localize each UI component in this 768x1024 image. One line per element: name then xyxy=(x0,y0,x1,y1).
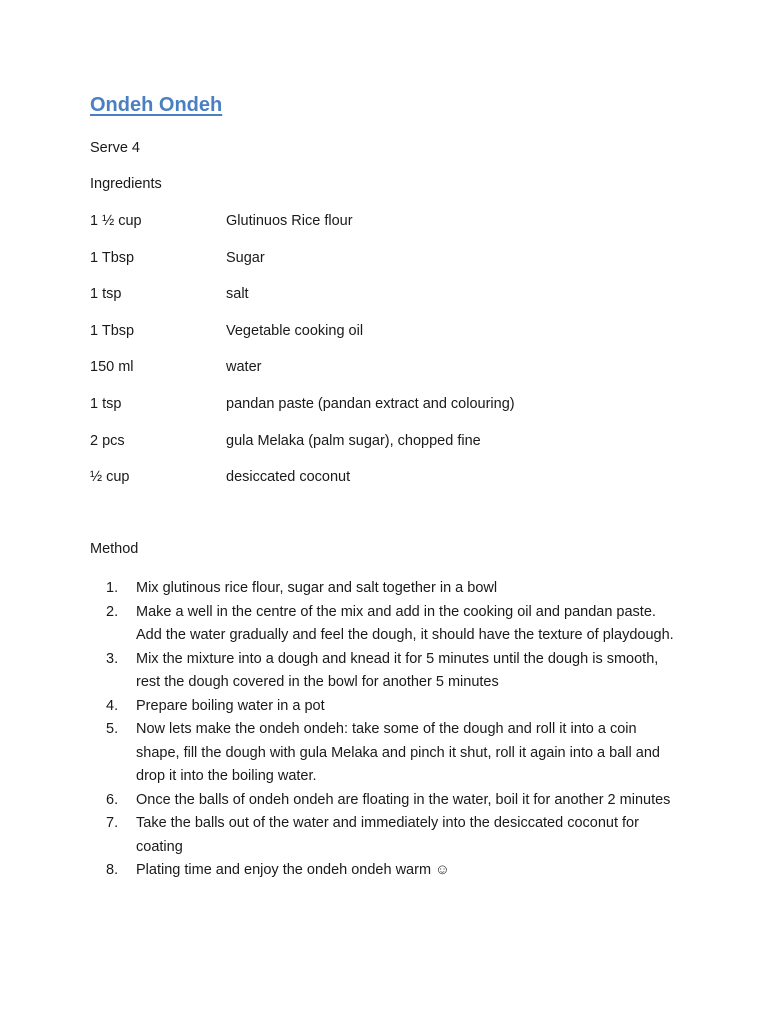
ingredient-name: gula Melaka (palm sugar), chopped fine xyxy=(226,432,481,449)
ingredient-name: desiccated coconut xyxy=(226,469,351,486)
ingredient-quantity: 1 Tbsp xyxy=(90,322,135,339)
ingredient-row xyxy=(90,286,710,323)
method-step xyxy=(90,859,690,883)
ingredient-quantity: 1 tsp xyxy=(90,286,122,303)
method-steps-list xyxy=(90,577,690,883)
ingredient-name: water xyxy=(226,359,262,376)
step-text: Prepare boiling water in a pot xyxy=(136,697,325,714)
ingredient-name: Vegetable cooking oil xyxy=(226,322,364,339)
step-text: Take the balls out of the water and immediately into the desiccated coconut for coating xyxy=(136,815,639,855)
step-text: Mix the mixture into a dough and knead it for 5 minutes until the dough is smooth, rest the dough covered in the bowl for another 5 minutes xyxy=(136,650,659,690)
step-number: 1. xyxy=(106,580,119,596)
step-number: 8. xyxy=(106,862,119,878)
ingredient-row xyxy=(90,323,710,360)
ingredient-quantity: ½ cup xyxy=(90,469,130,486)
ingredient-quantity: 1 tsp xyxy=(90,395,122,412)
ingredient-name: Sugar xyxy=(226,249,265,266)
step-text: Once the balls of ondeh ondeh are floating in the water, boil it for another 2 minutes xyxy=(136,791,671,808)
method-step xyxy=(90,648,690,695)
ingredient-name: Glutinuos Rice flour xyxy=(226,213,353,229)
step-number: 4. xyxy=(106,697,119,714)
method-step xyxy=(90,601,690,648)
ingredient-row xyxy=(90,213,710,250)
ingredient-name: pandan paste (pandan extract and colouring) xyxy=(226,395,515,412)
ingredient-row xyxy=(90,433,710,470)
method-step xyxy=(90,577,690,601)
step-number: 2. xyxy=(106,603,119,620)
ingredient-quantity: 1 ½ cup xyxy=(90,213,142,229)
step-number: 5. xyxy=(106,721,119,737)
ingredient-quantity: 2 pcs xyxy=(90,432,125,449)
step-number: 6. xyxy=(106,791,119,808)
step-text: Mix glutinous rice flour, sugar and salt together in a bowl xyxy=(136,580,498,596)
ingredient-quantity: 150 ml xyxy=(90,359,134,376)
step-number: 3. xyxy=(106,650,119,667)
step-text: Plating time and enjoy the ondeh ondeh warm ☺ xyxy=(136,862,450,878)
ingredient-row xyxy=(90,396,710,433)
step-number: 7. xyxy=(106,815,119,831)
method-heading: Method xyxy=(90,541,139,557)
step-text: Now lets make the ondeh ondeh: take some of the dough and roll it into a coin shape, fill the dough with gula Melaka and pinch it shut, roll it again into a ball and drop it into the boiling water. xyxy=(136,721,660,784)
step-text: Make a well in the centre of the mix and add in the cooking oil and pandan paste. Add the water gradually and feel the dough, it should have the texture of playdough. xyxy=(136,603,674,643)
ingredient-quantity: 1 Tbsp xyxy=(90,249,135,266)
method-step xyxy=(90,812,690,859)
ingredients-heading: Ingredients xyxy=(90,176,162,192)
method-step xyxy=(90,789,690,813)
method-step xyxy=(90,695,690,719)
ingredient-row xyxy=(90,469,710,506)
recipe-title: Ondeh Ondeh xyxy=(90,94,223,116)
ingredient-name: salt xyxy=(226,286,249,303)
method-step xyxy=(90,718,690,789)
ingredient-row xyxy=(90,359,710,396)
serves-text: Serve 4 xyxy=(90,140,140,156)
ingredients-list xyxy=(90,213,710,506)
ingredient-row xyxy=(90,250,710,287)
